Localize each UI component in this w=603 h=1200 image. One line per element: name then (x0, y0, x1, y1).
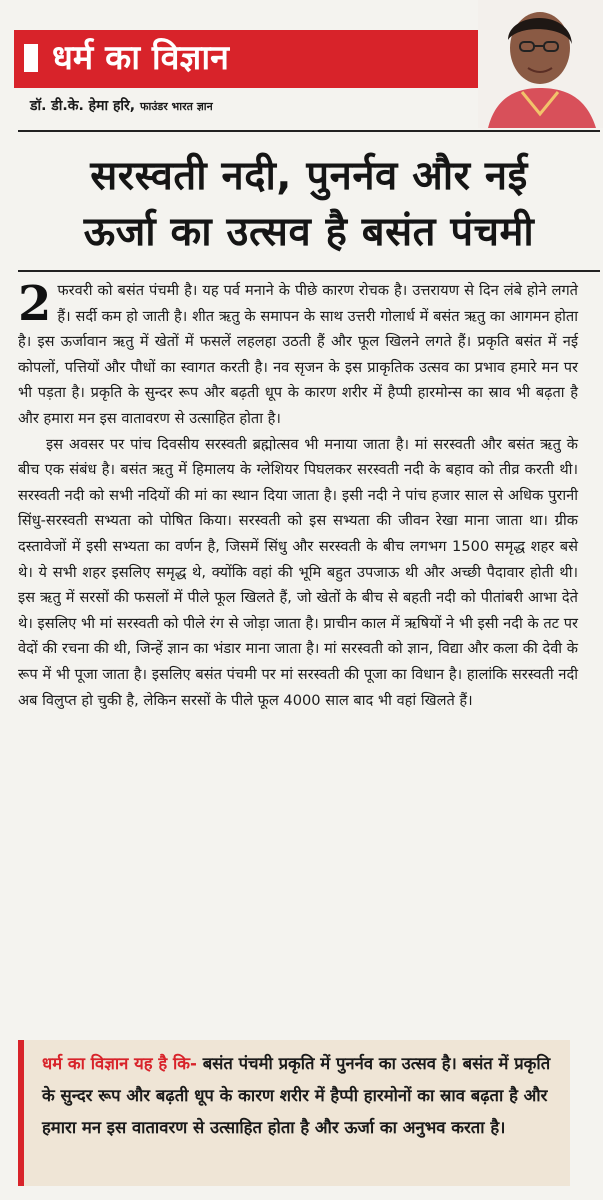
header-accent-bar (24, 44, 38, 72)
headline-line-2: ऊर्जा का उत्सव है बसंत पंचमी (83, 209, 535, 255)
drop-cap: 2 (18, 276, 52, 332)
byline (30, 96, 213, 115)
conclusion-lead: धर्म का विज्ञान यह है कि- (42, 1054, 197, 1073)
paragraph-1-text: फरवरी को बसंत पंचमी है। यह पर्व मनाने के पीछे कारण रोचक है। उत्तरायण से दिन लंबे होने लगते हैं। सर्दी कम हो जाती है। शीत ऋतु के समापन के साथ उत्तरी गोलार्ध में बसंत ऋतु का आगमन होता है। इस ऊर्जावान ऋतु में खेतों में फसलें लहलहा उठती हैं और फूल खिलने लगते हैं। प्रकृति बसंत में नई कोपलों, पत्तियों और पौधों का स्वागत करती है। नव सृजन के इस प्राकृतिक उत्सव का प्रभाव हमारे मन पर भी पड़ता है। प्रकृति के सुन्दर रूप और बढ़ती धूप के कारण शरीर में हैप्पी हारमोन्स का स्राव भी बढ़ता है और हमारा मन इस वातावरण से उत्साहित होता है। (18, 282, 578, 427)
article-paragraph-2: इस अवसर पर पांच दिवसीय सरस्वती ब्रह्मोत्सव भी मनाया जाता है। मां सरस्वती और बसंत ऋतु के बीच एक संबंध है। बसंत ऋतु में हिमालय के ग्लेशियर पिघलकर सरस्वती नदी के बहाव को तीव्र करती थी। सरस्वती नदी को सभी नदियों की मां का स्थान दिया जाता है। इसी नदी ने पांच हजार साल से अधिक पुरानी सिंधु-सरस्वती सभ्यता को पोषित किया। सरस्वती को इस सभ्यता की जीवन रेखा माना जाता था। ग्रीक दस्तावेजों में इसी सभ्यता का वर्णन है, जिसमें सिंधु और सरस्वती के बीच लगभग 1500 समृद्ध शहर बसे थे। ये सभी शहर इसलिए समृद्ध थे, क्योंकि वहां की भूमि बहुत उपजाऊ थी और अच्छी पैदावार होती थी। इस ऋतु में सरसों की फसलों में पीले फूल खिलते हैं, जो खेतों के बीच से बहती नदी को पीतांबरी आभा देते थे। इसलिए भी मां सरस्वती को पीले रंग से जोड़ा जाता है। प्राचीन काल में ऋषियों ने भी इसी नदी के तट पर वेदों की रचना की थी, जिन्हें ज्ञान का भंडार माना जाता है। मां सरस्वती को ज्ञान, विद्या और कला की देवी के रूप में भी पूजा जाता है। इसलिए बसंत पंचमी पर मां सरस्वती की पूजा का विधान है। हालांकि सरस्वती नदी अब विलुप्त हो चुकी है, लेकिन सरसों के पीले फूल 4000 साल बाद भी वहां खिलते हैं। (18, 435, 578, 709)
top-divider (18, 130, 600, 132)
conclusion-text: बसंत पंचमी प्रकृति में पुनर्नव का उत्सव है। बसंत में प्रकृति के सुन्दर रूप और बढ़ती धूप के कारण शरीर में हैप्पी हारमोनों का स्राव बढ़ता है और हमारा मन इस वातावरण से उत्साहित होता है और ऊर्जा का अनुभव करता है। (42, 1054, 551, 1137)
author-photo (478, 0, 603, 128)
headline (18, 148, 600, 260)
author-role: फाउंडर भारत ज्ञान (139, 100, 213, 113)
article-paragraph-1 (18, 278, 578, 432)
column-title: धर्म का विज्ञान (52, 38, 230, 78)
conclusion-box (18, 1040, 570, 1186)
author-name: डॉ. डी.के. हेमा हरि, (30, 98, 136, 114)
article-body (18, 278, 578, 713)
headline-divider (18, 270, 600, 272)
headline-line-1: सरस्वती नदी, पुनर्नव और नई (90, 153, 528, 199)
